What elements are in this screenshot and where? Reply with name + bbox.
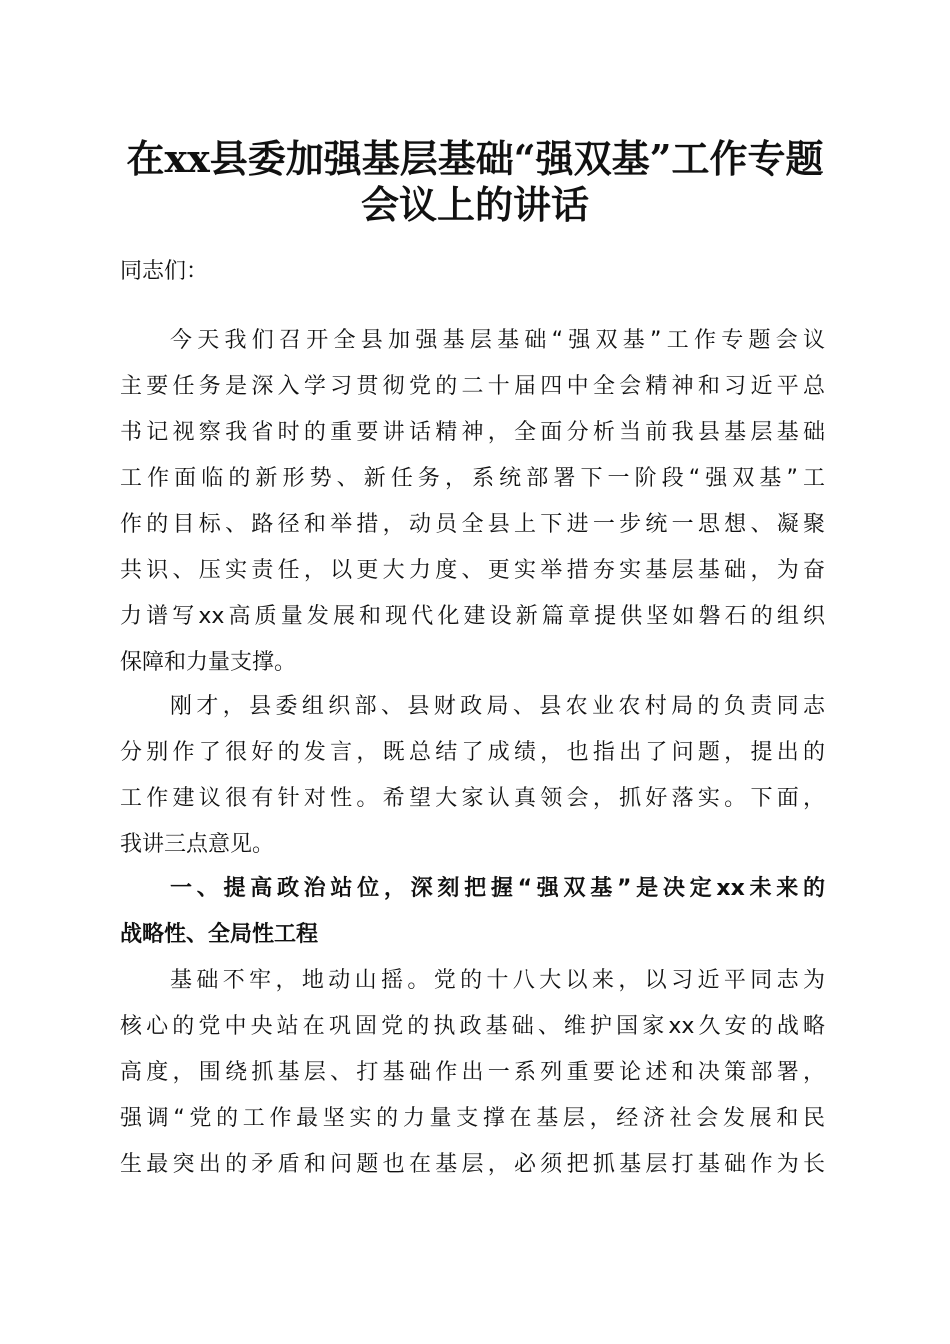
paragraph-2-line: 分别作了很好的发言，既总结了成绩，也指出了问题，提出的	[120, 740, 825, 765]
paragraph-1-line: 力谱写xx高质量发展和现代化建设新篇章提供坚如磐石的组织	[120, 604, 825, 629]
paragraph-2-line: 我讲三点意见。	[120, 832, 275, 857]
section-paragraph-line: 核心的党中央站在巩固党的执政基础、维护国家xx久安的战略	[120, 1014, 825, 1039]
paragraph-1-line: 书记视察我省时的重要讲话精神，全面分析当前我县基层基础	[120, 420, 825, 445]
section-heading-line: 战略性、全局性工程	[120, 922, 319, 947]
section-paragraph-line: 生最突出的矛盾和问题也在基层，必须把抓基层打基础作为长	[120, 1152, 825, 1177]
paragraph-1-line: 共识、压实责任，以更大力度、更实举措夯实基层基础，为奋	[120, 558, 825, 583]
paragraph-1-line: 作的目标、路径和举措，动员全县上下进一步统一思想、凝聚	[120, 512, 825, 537]
section-heading-line: 一、提高政治站位，深刻把握“强双基”是决定xx未来的	[170, 876, 825, 901]
salutation: 同志们：	[120, 259, 209, 284]
section-paragraph-line: 基础不牢，地动山摇。党的十八大以来，以习近平同志为	[170, 968, 825, 993]
paragraph-1-line: 今天我们召开全县加强基层基础“强双基”工作专题会议	[170, 328, 825, 353]
paragraph-2-line: 刚才，县委组织部、县财政局、县农业农村局的负责同志	[170, 694, 825, 719]
paragraph-1-line: 工作面临的新形势、新任务，系统部署下一阶段“强双基”工	[120, 466, 825, 491]
paragraph-2-line: 工作建议很有针对性。希望大家认真领会，抓好落实。下面，	[120, 786, 825, 811]
paragraph-1-line: 保障和力量支撑。	[120, 650, 297, 675]
section-paragraph-line: 强调“党的工作最坚实的力量支撑在基层，经济社会发展和民	[120, 1106, 825, 1131]
section-paragraph-line: 高度，围绕抓基层、打基础作出一系列重要论述和决策部署，	[120, 1060, 825, 1085]
paragraph-1-line: 主要任务是深入学习贯彻党的二十届四中全会精神和习近平总	[120, 374, 825, 399]
document-title-line-1: 在xx县委加强基层基础“强双基”工作专题	[126, 136, 824, 181]
document-title-line-2: 会议上的讲话	[360, 182, 589, 227]
